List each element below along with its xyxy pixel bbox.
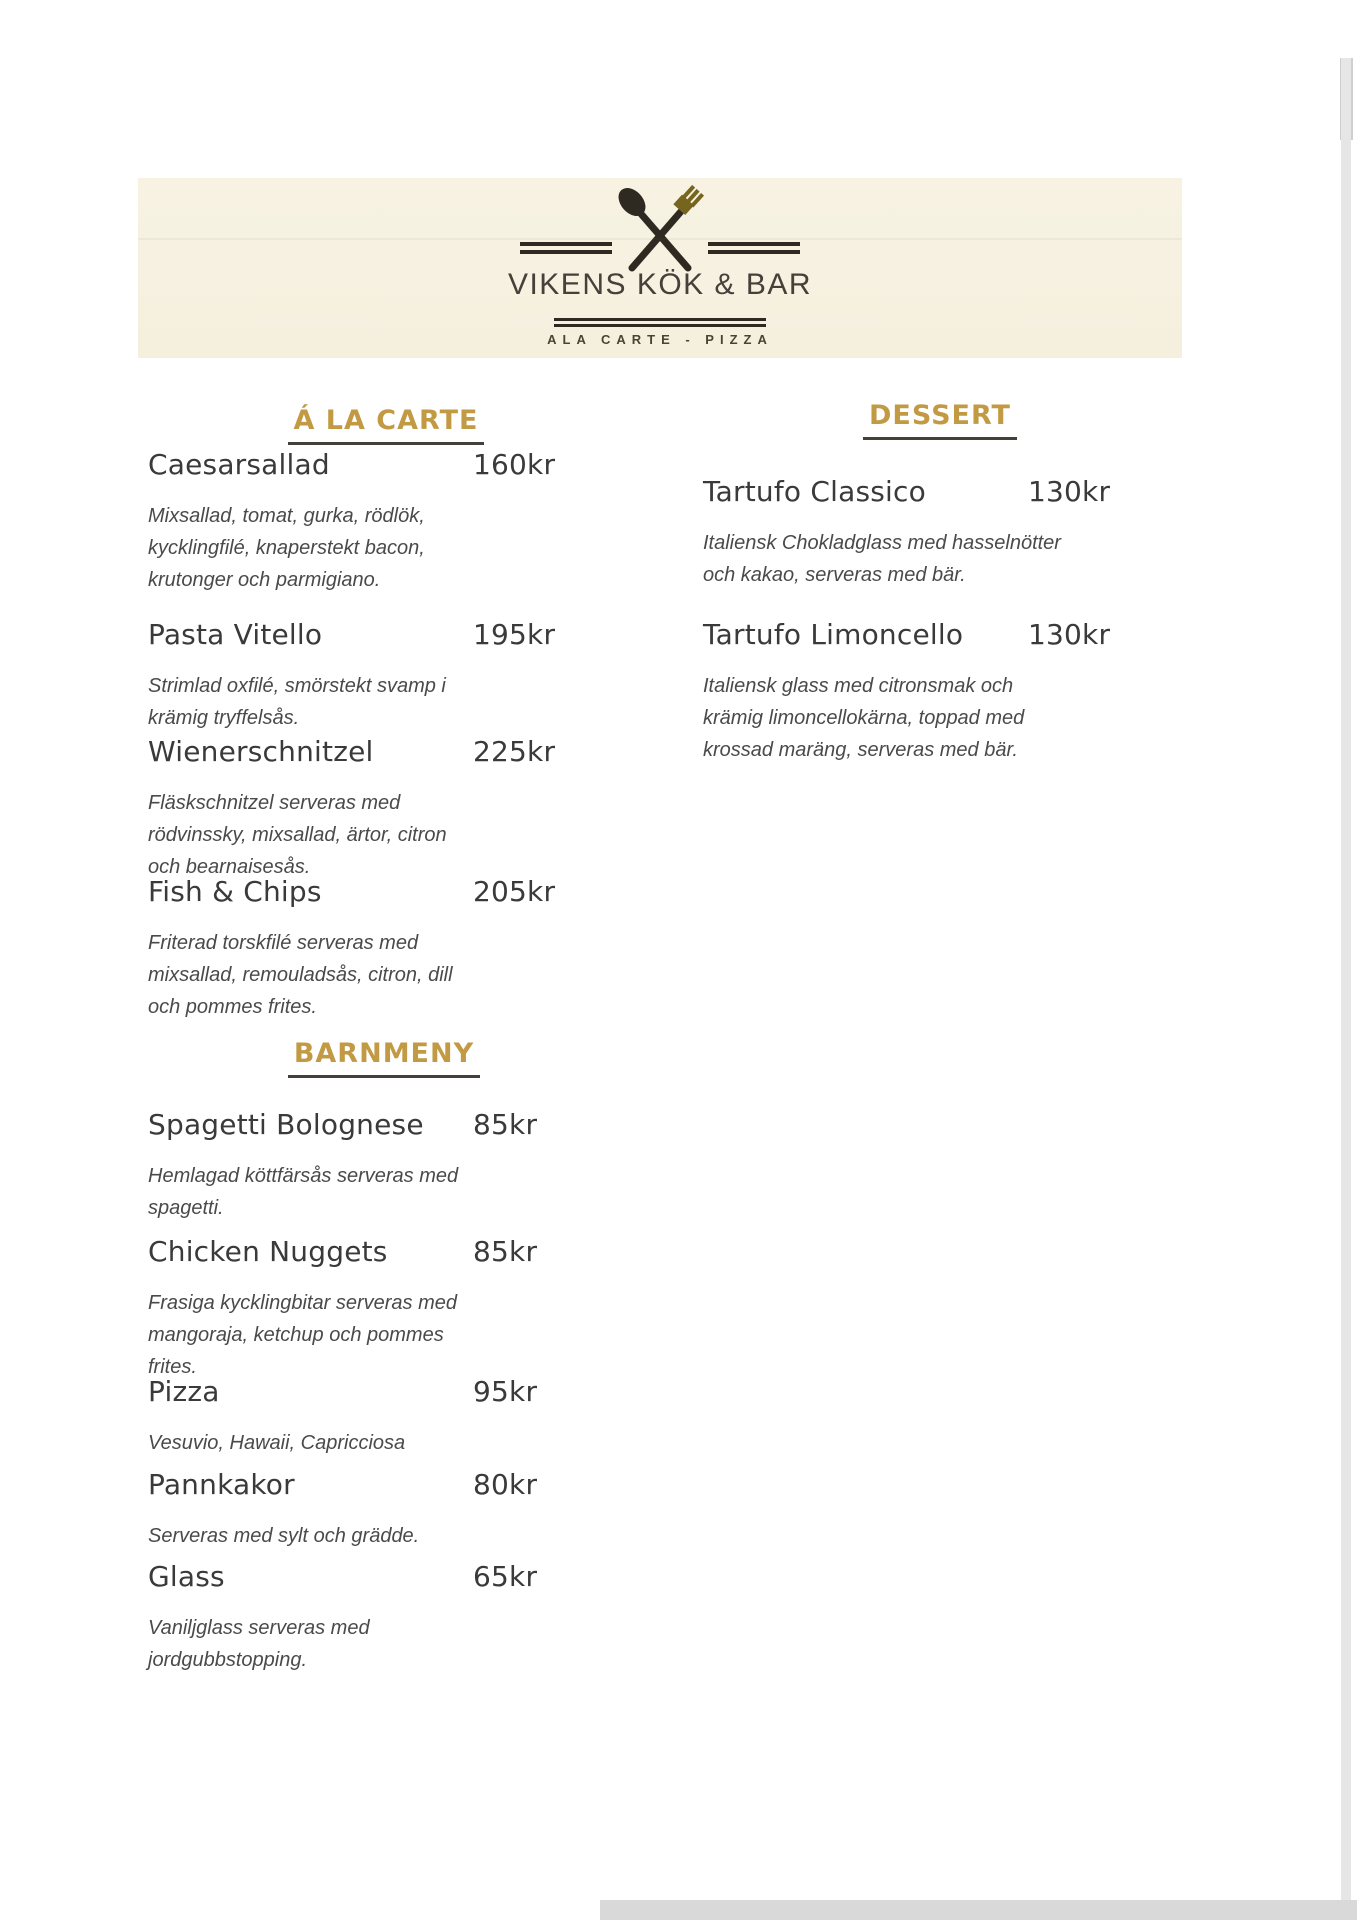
menu-item-row [703, 618, 1111, 654]
item-price: 130kr [1028, 618, 1111, 651]
item-price: 85kr [473, 1108, 538, 1141]
item-price: 95kr [473, 1375, 538, 1408]
menu-item [148, 1235, 538, 1383]
menu-item [148, 735, 556, 883]
item-name: Wienerschnitzel [148, 735, 374, 768]
item-price: 65kr [473, 1560, 538, 1593]
item-description: Italiensk glass med citronsmak och krämig limoncellokärna, toppad med krossad maräng, serveras med bär. [703, 675, 1025, 761]
item-price: 195kr [473, 618, 556, 651]
section-title-barnmeny [228, 1038, 540, 1078]
menu-item-row [148, 735, 556, 771]
fork-icon [632, 184, 703, 268]
menu-item-row [148, 618, 556, 654]
item-description: Hemlagad köttfärsås serveras med spagetti. [148, 1165, 459, 1219]
menu-item-row [148, 1108, 538, 1144]
menu-item-row [148, 1560, 538, 1596]
item-price: 225kr [473, 735, 556, 768]
restaurant-logo-banner [138, 178, 1182, 358]
section-title-text: DESSERT [863, 400, 1017, 440]
restaurant-name: VIKENS KÖK & BAR [507, 268, 813, 301]
item-description: Vesuvio, Hawaii, Capricciosa [148, 1432, 406, 1454]
menu-item [148, 448, 556, 596]
item-description: Strimlad oxfilé, smörstekt svamp i krämig tryffelsås. [148, 675, 446, 729]
double-rule [554, 318, 766, 327]
item-description: Frasiga kycklingbitar serveras med mangoraja, ketchup och pommes frites. [148, 1292, 457, 1378]
menu-item [148, 1468, 538, 1552]
scan-shadow-bottom [600, 1900, 1357, 1920]
restaurant-tagline: ALA CARTE - PIZZA [547, 332, 773, 347]
logo [138, 184, 1182, 277]
menu-item [148, 1108, 538, 1224]
menu-item-row [703, 475, 1111, 511]
item-name: Caesarsallad [148, 448, 330, 481]
menu-item [148, 875, 556, 1023]
crossed-spoon-fork-icon [450, 184, 870, 272]
section-title-text: Á LA CARTE [288, 405, 485, 445]
menu-item [703, 475, 1111, 591]
item-description: Mixsallad, tomat, gurka, rödlök, kycklingfilé, knaperstekt bacon, krutonger och parmigiano. [148, 505, 425, 591]
item-name: Pizza [148, 1375, 220, 1408]
menu-item-row [148, 875, 556, 911]
section-title-dessert [788, 400, 1092, 440]
item-name: Pannkakor [148, 1468, 295, 1501]
item-description: Italiensk Chokladglass med hasselnötter och kakao, serveras med bär. [703, 532, 1061, 586]
menu-item-row [148, 1235, 538, 1271]
item-description: Friterad torskfilé serveras med mixsallad, remouladsås, citron, dill och pommes frites. [148, 932, 453, 1018]
menu-item [148, 1560, 538, 1676]
item-price: 80kr [473, 1468, 538, 1501]
item-description: Serveras med sylt och grädde. [148, 1525, 420, 1547]
item-description: Fläskschnitzel serveras med rödvinssky, mixsallad, ärtor, citron och bearnaisesås. [148, 792, 447, 878]
item-name: Tartufo Limoncello [703, 618, 964, 651]
item-price: 130kr [1028, 475, 1111, 508]
item-name: Fish & Chips [148, 875, 322, 908]
menu-item-row [148, 1375, 538, 1411]
item-price: 85kr [473, 1235, 538, 1268]
menu-item [148, 1375, 538, 1459]
menu-item [703, 618, 1111, 766]
item-description: Vaniljglass serveras med jordgubbstopping. [148, 1617, 370, 1671]
menu-item-row [148, 1468, 538, 1504]
item-price: 205kr [473, 875, 556, 908]
menu-item-row [148, 448, 556, 484]
scan-shadow-right [1341, 58, 1351, 1920]
item-name: Chicken Nuggets [148, 1235, 388, 1268]
item-name: Tartufo Classico [703, 475, 926, 508]
item-price: 160kr [473, 448, 556, 481]
section-title-a-la-carte [230, 405, 542, 445]
section-title-text: BARNMENY [288, 1038, 480, 1078]
item-name: Pasta Vitello [148, 618, 323, 651]
item-name: Spagetti Bolognese [148, 1108, 424, 1141]
item-name: Glass [148, 1560, 225, 1593]
spoon-icon [613, 184, 688, 268]
menu-item [148, 618, 556, 734]
